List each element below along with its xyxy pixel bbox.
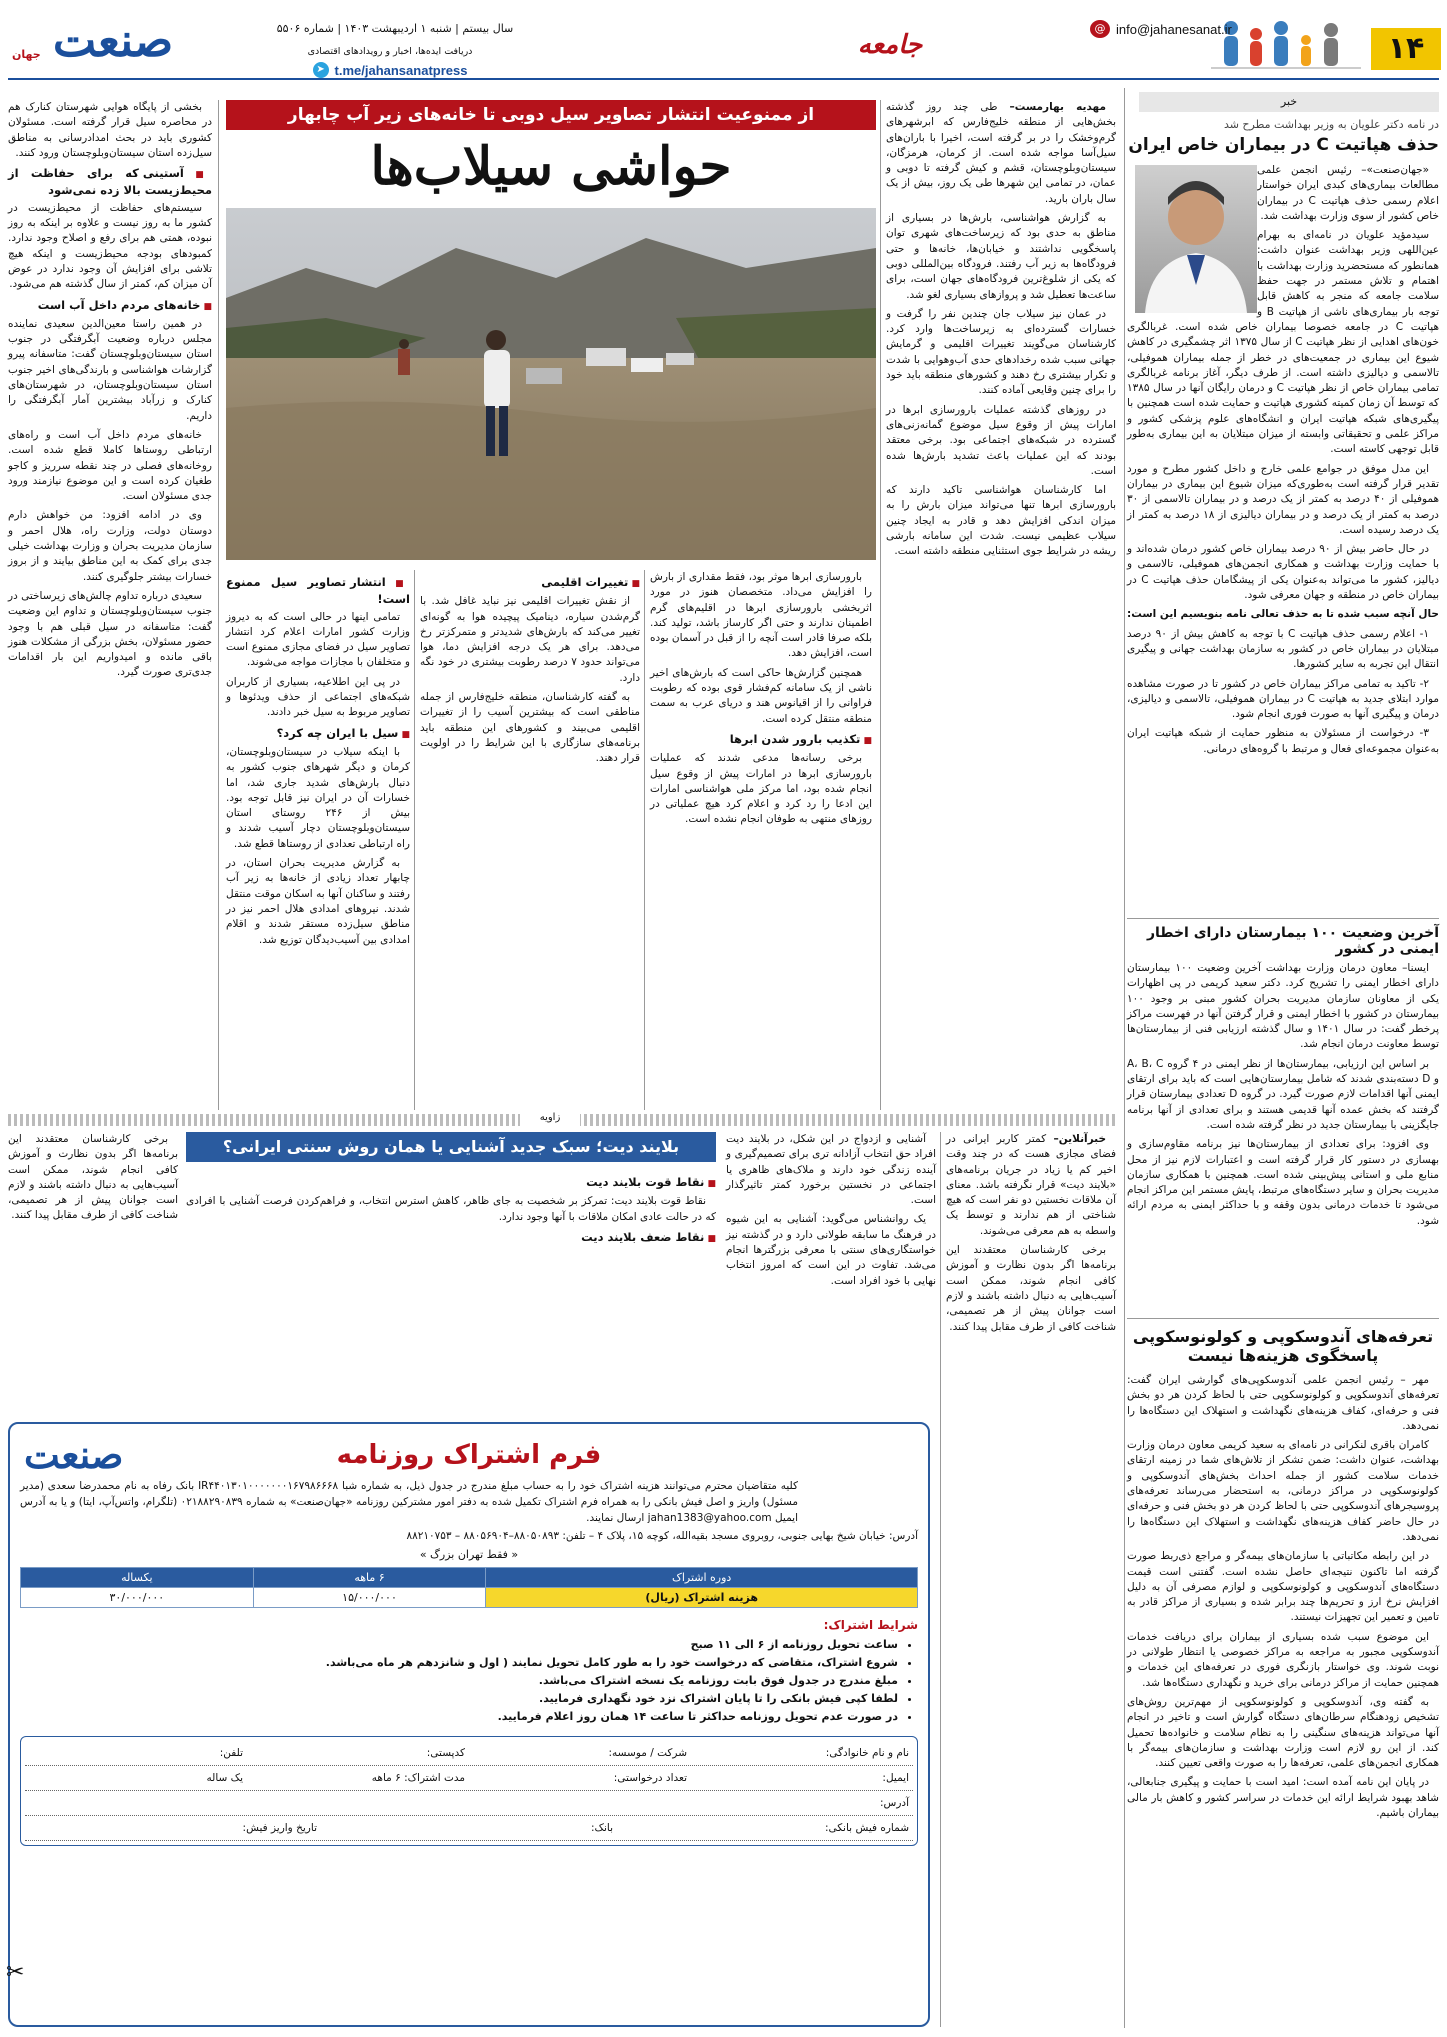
dating-col-4: برخی کارشناسان معتقدند این برنامه‌ها اگر بدون نظارت و آموزش کافی انجام شوند، ممکن است آسیب‌هایی به دنبال داشته باشند و لازم است جوانان پیش از هر تصمیمی، شناخت کافی از طرف مقابل پیدا کنند.: [8, 1133, 178, 1222]
flood-kicker: از ممنوعیت انتشار تصاویر سیل دوبی تا خانه‌های زیر آب چابهار: [226, 100, 876, 130]
email-icon: @: [1090, 20, 1110, 38]
sub-region: « فقط تهران بزرگ »: [419, 1548, 519, 1561]
flood-col-b: ■ تغییرات اقلیمی از نقش تغییرات اقلیمی نیز نباید غافل شد. با گرم‌شدن سیاره، دینامیک پیچیده هوا به گونه‌ای تغییر می‌کند که بارش‌های شدیدتر و متمرکزتر رخ می‌دهد. برای هر یک درجه افزایش دما، هوا می‌تواند حدود ۷ درصد رطوبت بیشتری در خود نگه دارد. به گفته کارشناسان، منطقه خلیج‌فارس از جمله مناطقی است که بیشترین آسیب را از تغییرات اقلیمی می‌بیند و کشورهای این منطقه باید برنامه‌های سازگاری با این شرایط را در اولویت قرار دهند.: [420, 570, 640, 1110]
endoscopy-article: تعرفه‌های آندوسکوپی و کولونوسکوپی پاسخگوی هزینه‌ها نیست مهر – رئیس انجمن علمی آندوسکوپی‌های گوارشی ایران گفت: تعرفه‌های آندوسکوپی و کولونوسکوپی حتی با لحاظ کردن هر دو بخش فنی و حرفه‌ای، کفاف هزینه‌های نگهداشت و استهلاک این دستگاه‌ها را نمی‌دهد. کامران باقری لنکرانی در نامه‌ای به سعید کریمی معاون درمان وزارت بهداشت، عنوان داشت: ضمن تشکر از تلاش‌های شما در زمینه ارتقای خدمات سلامت کشور از جمله احداث بخش‌های آندوسکوپی و کولونوسکوپی در مراکز درمانی، به استحضار می‌رساند تعرفه‌های پروسیجرهای آندوسکوپی حتی با لحاظ کردن هر دو بخش فنی و حرفه‌ای در حال حاضر کفاف هزینه‌های نگهداشت و استهلاک این دستگاه‌ها را نمی‌دهد. در این رابطه مکاتباتی با سازمان‌های بیمه‌گر و مراجع ذی‌ربط صورت گرفته اما تاکنون نتیجه‌ای حاصل نشده است. گفتنی است قیمت دستگاه‌های آندوسکوپی و کولونوسکوپی و لوازم مصرفی آن به دلیل افزایش نرخ ارز و تحریم‌ها چند برابر شده و بسیاری از مراکز قادر به تامین و تعمیر این تجهیزات نیستند. این موضوع سبب شده بسیاری از بیماران برای دریافت خدمات آندوسکوپی مجبور به مراجعه به مراکز خصوصی یا انتظار طولانی در نوبت شوند. وی خواستار بازنگری فوری در تعرفه‌های این خدمات و همچنین حمایت از مراکز درمانی برای خرید و نگهداری دستگاه‌ها شد. به گفته وی، آندوسکوپی و کولونوسکوپی از مهم‌ترین روش‌های تشخیص زودهنگام سرطان‌های دستگاه گوارش است و تاخیر در انجام آنها می‌تواند هزینه‌های سنگینی را به نظام سلامت و خانواده‌ها تحمیل کند. از این رو لازم است وزارت بهداشت و سازمان‌های بیمه‌گر با همکاری انجمن‌های علمی، تعرفه‌ها را به صورت واقعی تعیین کنند. در پایان این نامه آمده است: امید است با حمایت و پیگیری جنابعالی، شاهد بهبود شرایط ارائه این خدمات در سراسر کشور و کاهش بار مالی بیماران باشیم.: [1127, 1318, 1439, 2032]
sub-address: آدرس: خیابان شیخ بهایی جنوبی، رو‌بروی مسجد بقیه‌الله، کوچه ۱۵، پلاک ۴ – تلفن: ۸۸۰۵۰۸۹۳–۸۸۰۵۶۹۰۴ – ۸۸۲۱۰۷۵۳: [406, 1530, 918, 1542]
conditions-title: شرایط اشتراک:: [823, 1618, 918, 1632]
telegram-url: t.me/jahansanatpress: [334, 62, 468, 78]
endoscopy-title: تعرفه‌های آندوسکوپی و کولونوسکوپی پاسخگوی هزینه‌ها نیست: [1132, 1327, 1434, 1365]
hepatitis-photo: [1135, 165, 1257, 313]
dating-col-2: آشنایی و ازدواج در این شکل، در بلایند دیت افراد حق انتخاب آزادانه تری برای تصمیم‌گیری و آینده زندگی خود دارند و ملاک‌های ظاهری یا اجتماعی در نخستین برخورد کمتر تاثیرگذار است. یک روانشناس می‌گوید: آشنایی به این شیوه در فرهنگ ما سابقه طولانی دارد و در گذشته نیز خواستگاری‌های سنتی با معرفی بزرگترها انجام می‌شد. تفاوت در این است که امروز انتخاب نهایی با خود افراد است.: [726, 1133, 936, 1287]
table-cell: ۱۵/۰۰۰/۰۰۰: [253, 1588, 486, 1608]
logo-subtext: جهان: [12, 48, 41, 61]
flood-photo: [226, 208, 876, 560]
sub-title: فرم اشتراک روزنامه: [336, 1440, 602, 1470]
table-cell: ۳۰/۰۰۰/۰۰۰: [21, 1588, 254, 1608]
table-row-label: هزینه اشتراک (ریال): [486, 1588, 918, 1608]
table-header: دوره اشتراک: [486, 1568, 918, 1588]
hepatitis-kicker: در نامه دکتر علویان به وزیر بهداشت مطرح شد: [1223, 118, 1439, 131]
table-header: ۶ ماهه: [253, 1568, 486, 1588]
hepatitis-body: «جهان‌صنعت»– رئیس انجمن علمی مطالعات بیماری‌های کبدی ایران خواستار اعلام رسمی حذف هپاتیت C در بیماران خاص کشور از سوی وزارت بهداشت شد. سیدمؤید علویان در نامه‌ای به بهرام عین‌اللهی وزیر بهداشت عنوان داشت: همانطور که مستحضرید وزارت بهداشت با اهتمام و تلاش مستمر در جهت حفظ سلامت جامعه که منجر به کاهش قابل توجه بار بیماری‌های ناشی از هپاتیت B و هپاتیت C در جامعه خصوصا بیماران خاص شده است. غربالگری خون‌های اهدایی از نظر هپاتیت C از سال ۱۳۷۵ اثر چشمگیری در کاهش شیوع این بیماری در جمعیت‌های در خطر از جمله بیماران هموفیلی، تالاسمی و دیالیزی داشته است. از طرف دیگر، آغاز برنامه غربالگری تمامی بیماران خاص از نظر هپاتیت C و درمان رایگان آنها در سال ۱۳۸۵ که توسط آن زمان کمیته کشوری هپاتیت و حمایت شده است همچنین با پیگیری‌های شبکه هپاتیت ایران و انشگاه‌های علوم پزشکی کشور و مراکز علمی و تحقیقاتی وابسته از میزان مبتلایان به این بیماری به‌طور قابل توجهی کاسته است. این مدل موفق در جوامع علمی خارج و داخل کشور مطرح و مورد تقدیر قرار گرفته است به‌طوری‌که میزان شیوع این بیماری در بیماران هموفیلی از ۴۰ درصد به کمتر از یک درصد و در بیماران تالاسمی از ۳۰ درصد به کمتر از یک درصد و در بیماران دیالیزی از ۱۸ درصد به کمتر از یک درصد رسیده است. در حال حاضر بیش از ۹۰ درصد بیماران خاص کشور درمان شده‌اند و با حمایت وزارت بهداشت و همکاری انجمن‌های هموفیلی، تالاسمی و دیالیز، کشور ما می‌تواند به‌عنوان یکی از پیشگامان حذف هپاتیت C در بیماران خاص در منطقه و جهان معرفی شود. حال آنچه سبب شده تا به حذف تعالی نامه بنویسیم این است: ۱- اعلام رسمی حذف هپاتیت C با توجه به کاهش بیش از ۹۰ درصد مبتلایان در بیماران خاص در کشور به سازمان بهداشت جهانی و پیگیری انتقال این تجربه به سایر کشورها. ۲- تاکید به تمامی مراکز بیماران خاص در کشور تا در صورت مشاهده موارد ابتلای جدید به هپاتیت C در بیماران هموفیلی، تالاسمی و دیالیزی، درمان و پیگیری آنها به صورت فوری انجام شود. ۳- درخواست از مسئولان به منظور حمایت از شبکه هپاتیت ایران به‌عنوان مجموعه‌ای فعال و مرتبط با گروه‌های درمانی.: [1127, 164, 1440, 755]
telegram-link[interactable]: [250, 60, 530, 80]
news-label: خبر: [1139, 92, 1439, 112]
telegram-icon: ➤: [313, 62, 329, 78]
flood-title: حواشی سیلاب‌ها: [370, 136, 732, 197]
logo: [8, 10, 218, 78]
section-title: جامعه: [857, 30, 923, 60]
divider-label: زاویه: [520, 1112, 580, 1128]
scissors-icon: ✂: [6, 1960, 25, 1985]
flood-intro: مهدیه بهارمست– طی چند روز گذشته بخش‌هایی از منطقه خلیج‌فارس که ابرشهرهای گرم‌وخشک را در بر گرفته است، اخیرا با باران‌های سیل‌آسا مواجه شده است. از کرمان، هرمزگان، سیستان‌وبلوچستان، قشم و کیش گرفته تا دوبی و عمان، در تمامی این شهرها طی یک روز، بیش از یک سال باران بارید. به گزارش هواشناسی، بارش‌ها در بسیاری از مناطق به حدی بود که زیرساخت‌های شهری توان پاسخگویی نداشتند و خیابان‌ها، خانه‌ها و حتی فرودگاه‌ها به زیر آب رفتند. فرودگاه بین‌المللی دوبی که یکی از شلوغ‌ترین فرودگاه‌های جهان است، برای ساعت‌ها تعطیل شد و پروازهای بسیاری لغو شد. در عمان نیز سیلاب جان چندین نفر را گرفت و خسارات گسترده‌ای به زیرساخت‌ها وارد کرد. کارشناسان می‌گویند تغییرات اقلیمی و گرمایش جهانی سبب شده رخدادهای حدی آب‌وهوایی با شدت و تکرار بیشتری رخ دهند و کشورهای منطقه باید خود را برای چنین وقایعی آماده کنند. در روزهای گذشته عملیات بارورسازی ابرها در امارات پیش از وقوع سیل موضوع گمانه‌زنی‌های گسترده در شبکه‌های اجتماعی بود. برخی معتقد بودند که این عملیات باعث تشدید بارش‌ها شده است. اما کارشناسان هواشناسی تاکید دارند که بارورسازی ابرها تنها می‌تواند میزان بارش را به میزان اندکی افزایش دهد و قادر به ایجاد چنین سیلاب عظیمی نیست. شدت این سامانه بارشی ریشه در شرایط جوی استثنایی منطقه داشته است.: [886, 101, 1116, 558]
hospitals-title: آخرین وضعیت ۱۰۰ بیمارستان دارای اخطار ایمنی در کشور: [1146, 925, 1439, 957]
form-fields[interactable]: نام و نام خانوادگی: شرکت / موسسه: کدپستی: تلفن: ایمیل: تعداد درخواستی: مدت اشتراک: ۶ ماهه یک ساله آدرس: شماره فیش بانکی: بانک: تاریخ واریز فیش:: [20, 1736, 918, 1846]
flood-col-a: بارورسازی ابرها موثر بود، فقط مقداری از بارش را افزایش می‌داد. متخصصان هنوز در مورد اثربخشی بارورسازی ابرها در اقلیم‌های گرم اطمینان ندارند و حتی اگر کارساز باشد، تولید کند. بلکه صرفا قادر است آنچه را از قبل در آسمان بوده است، افزایش دهد. همچنین گزارش‌ها حاکی است که بارش‌های اخیر ناشی از یک سامانه کم‌فشار قوی بوده که رطوبت فراوانی را از اقیانوس هند و دریای عرب به سمت منطقه منتقل کرده است. ■ تکذیب بارور شدن ابرها برخی رسانه‌ها مدعی شدند که عملیات بارورسازی ابرها در امارات پیش از وقوع سیل انجام شده بود، اما مرکز ملی هواشناسی امارات این ادعا را رد کرد و اعلام کرد هیچ عملیاتی در روزهای منتهی به طوفان انجام نشده است.: [650, 570, 872, 1110]
dating-col-3: ■ نقاط قوت بلایند دیت نقاط قوت بلایند دیت: تمرکز بر شخصیت به جای ظاهر، کاهش استرس انتخاب، و فراهم‌کردن فرصت آشنایی با افرادی که در حالت عادی امکان ملاقات با آنها وجود ندارد. ■ نقاط ضعف بلایند دیت: [186, 1170, 716, 1420]
table-header: یکساله: [21, 1568, 254, 1588]
issue-info: سال بیستم | شنبه ۱ اردیبهشت ۱۴۰۳ | شماره ۵۵۰۶: [276, 22, 514, 35]
hepatitis-title: حذف هپاتیت C در بیماران خاص ایران: [1128, 135, 1439, 155]
hospitals-article: آخرین وضعیت ۱۰۰ بیمارستان دارای اخطار ایمنی در کشور ایسنا– معاون درمان وزارت بهداشت آخرین وضعیت ۱۰۰ بیمارستان دارای اخطار ایمنی را تشریح کرد. دکتر سعید کریمی در پی اظهارات یکی از معاونان سازمان مدیریت بحران کشور مبنی بر وجود ۱۰۰ بیمارستان در کشور با اخطار ایمنی و قرار گرفتن آنها در فهرست مراکز پرخطر گفت: در سال ۱۴۰۱ و سال گذشته ارزیابی فنی از بیمارستان‌ها توسط معاونت درمان انجام شد. بر اساس این ارزیابی، بیمارستان‌ها از نظر ایمنی در ۴ گروه A، B، C و D دسته‌بندی شدند که شامل بیمارستان‌هایی است که باید برای ارتقای ایمنی آنها اقدامات لازم صورت گیرد. در گروه D تعدادی بیمارستان قرار گرفتند که بخش عمده آنها قدیمی هستند و برای تعدادی از آنها برنامه جایگزینی با بیمارستان جدید در نظر گرفته شده است. وی افزود: برای تعدادی از بیمارستان‌ها نیز برنامه مقاوم‌سازی و بهسازی در دستور کار قرار گرفته است و اعتبارات لازم نیز از محل منابع ملی و استانی پیش‌بینی شده است. همچنین با همکاری سازمان مدیریت بحران و سایر دستگاه‌های مرتبط، پایش مستمر این مراکز انجام می‌شود تا خدمات درمانی بدون وقفه و با حداکثر ایمنی به مردم ارائه شود.: [1127, 918, 1439, 1310]
dating-col-1: خبرآنلاین– کمتر کاربر ایرانی در فضای مجازی هست که در چند وقت اخیر کم یا زیاد در جریان برنامه‌های «بلایند دیت» قرار نگرفته باشد. معنای آن ملاقات نخستین دو نفر است که هیچ شناختی از هم ندارند و توسط یک واسطه به هم معرفی می‌شوند. برخی کارشناسان معتقدند این برنامه‌ها اگر بدون نظارت و آموزش کافی انجام شوند، ممکن است آسیب‌هایی به دنبال داشته باشند و لازم است جوانان پیش از هر تصمیمی، شناخت کافی از طرف مقابل پیدا کنند.: [946, 1133, 1116, 1333]
telegram-caption: دریافت ایده‌ها، اخبار و رویدادهای اقتصادی: [307, 46, 473, 57]
logo-text: صنعت: [52, 13, 174, 67]
price-table: [20, 1567, 918, 1608]
flood-side: بخشی از پایگاه هوایی شهرستان کنارک هم در محاصره سیل قرار گرفته است. مسئولان کشوری باید در بحث امدادرسانی به مناطق سیل‌زده استان سیستان‌وبلوچستان ورود کنند. ■ آستینی که برای حفاظت از محیط‌زیست بالا زده نمی‌شود سیستم‌های حفاظت از محیط‌زیست در کشور ما به روز نیست و علاوه بر اینکه به روز نبوده، همتی هم برای رفع و اصلاح وجود ندارد. کمبودهای بودجه محیط‌زیست و اینکه هیچ تلاشی برای افزایش آن وجود ندارد در عوض آن میزان کم، کمتر از سال گذشته هم می‌شود. ■ خانه‌های مردم داخل آب است در همین راستا معین‌الدین سعیدی نماینده مجلس درباره وضعیت آبگرفتگی در جنوب استان سیستان‌وبلوچستان گفت: متاسفانه پیرو گزارشات هواشناسی و بارندگی‌های اخیر جنوب استان سیستان‌وبلوچستان، در شهرستان‌های کنارک و زرآباد بیشترین آمار آبگرفتگی را داریم. خانه‌های مردم داخل آب است و راه‌های ارتباطی روستاها کاملا قطع شده است. روخانه‌های فصلی در چند نقطه سرریز و کاجو طغیان کرده است و این موضوع نیازمند ورود جدی مسئولان است. وی در ادامه افزود: من خواهش دارم دوستان دولت، وزارت راه، هلال احمر و سازمان مدیریت بحران و وزارت بهداشت خیلی جدی برای کمک به این مناطق بیایند و از بروز خسارات بیشتر جلوگیری کنند. سعیدی درباره تداوم چالش‌های زیرساختی در جنوب سیستان‌وبلوچستان و تداوم این وضعیت گفت: متاسفانه در سیل قبلی هم با وجود حضور مسئولان، بخش بزرگی از مشکلات هنوز باقی مانده و امیدواریم این بار اقدامات جدی‌تری صورت گیرد.: [8, 100, 212, 1110]
sub-instructions: کلیه متقاضیان محترم می‌توانند هزینه اشتراک خود را به حساب مبلغ مندرج در جدول ذیل، به شماره شبا IR۴۴۰۱۳۰۱۰۰۰۰۰۰۰۱۶۷۹۸۶۶۶۸ بانک رفاه به نام محمدرضا سعدی (مدیر مسئول) واریز و اصل فیش بانکی را به همراه فرم اشتراک تکمیل شده به دفتر امور مشترکین روزنامه «جهان‌صنعت» به شماره ۰۲۱۸۸۲۹۰۸۳۹ (تلگرام، واتس‌آپ، ایتا) و یا به آدرس ایمیل jahan1383@yahoo.com ارسال نمایند.: [20, 1480, 798, 1524]
conditions-list: • ساعت تحویل روزنامه از ۶ الی ۱۱ صبح • شروع اشتراک، متقاضی که درخواست خود را به طور کامل تحویل نمایند ( اول و شانزدهم هر ماه می‌باشد. • مبلغ مندرج در جدول فوق بابت روزنامه یک نسخه اشتراک می‌باشد. • لطفا کپی فیش بانکی را تا پایان اشتراک نزد خود نگهداری فرمایید. • در صورت عدم تحویل روزنامه حداکثر تا ساعت ۱۴ همان روز اعلام فرمایید.: [20, 1636, 898, 1726]
subscription-form: [8, 1422, 930, 2027]
sub-logo: صنعت: [24, 1432, 124, 1477]
dating-kicker: بلایند دیت؛ سبک جدید آشنایی یا همان روش سنتی ایرانی؟: [186, 1132, 716, 1162]
email-address: info@jahanesanat.ir: [1116, 21, 1232, 37]
page-number: ۱۴: [1371, 28, 1441, 70]
email-badge[interactable]: [1090, 18, 1290, 40]
masthead: [0, 0, 1447, 80]
hepatitis-article: [1127, 118, 1439, 918]
flood-col-c: ■ انتشار تصاویر سیل ممنوع است! تمامی اینها در حالی است که به دیروز وزارت کشور امارات اعلام کرد انتشار تصاویر سیل در فضای مجازی ممنوع است و متخلفان با مجازات مواجه می‌شوند. در پی این اطلاعیه، بسیاری از کاربران شبکه‌های اجتماعی از حذف ویدئوها و تصاویر مربوط به سیل خبر دادند. ■ سیل با ایران چه کرد؟ با اینکه سیلاب در سیستان‌وبلوچستان، کرمان و دیگر شهرهای جنوب کشور به دنبال بارش‌های شدید جاری شد، اما خسارات آن در ایران نیز قابل توجه بود. بیش از ۲۴۶ روستای استان سیستان‌وبلوچستان دچار آسیب شدند و راه ارتباطی تعدادی از روستاها قطع شد. به گزارش مدیریت بحران استان، در چابهار تعداد زیادی از خانه‌ها به زیر آب رفتند و ساکنان آنها به اسکان موقت منتقل شدند. نیروهای امدادی هلال احمر نیز در مناطق سیل‌زده مستقر شدند و اقلام امدادی بین آسیب‌دیدگان توزیع شد.: [226, 570, 410, 1110]
